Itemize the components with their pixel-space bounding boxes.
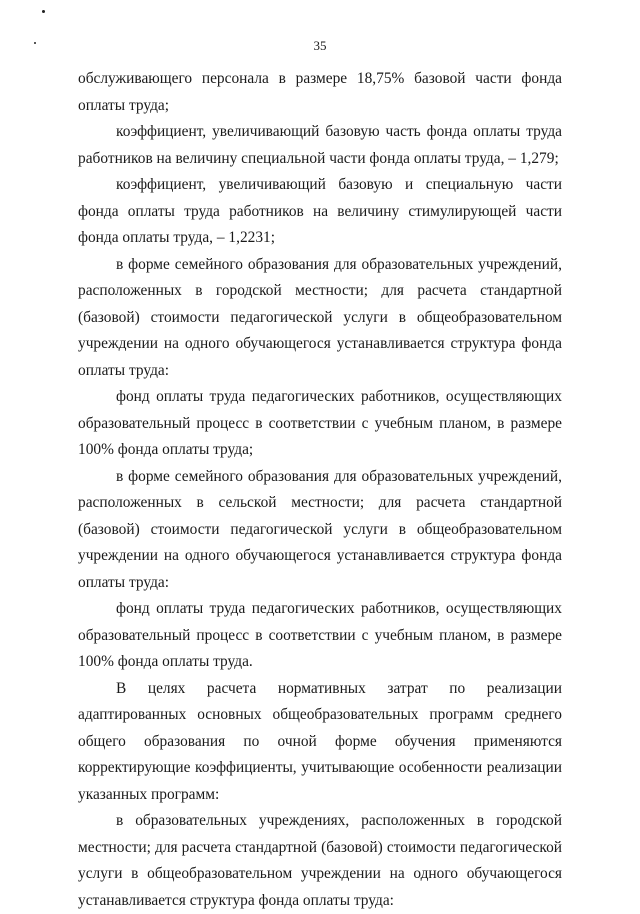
document-body bbox=[78, 66, 562, 914]
paragraph: в образовательных учреждениях, расположенных в городской местности; для расчета стандартной (базовой) стоимости педагогической услуги в общеобразовательном учреждении на одного обучающегося устанавливается структура фонда оплаты труда: bbox=[78, 812, 562, 909]
scan-speck bbox=[42, 10, 45, 13]
paragraph: в форме семейного образования для образовательных учреждений, расположенных в городской местности; для расчета стандартной (базовой) стоимости педагогической услуги в общеобразовательном учреждении на одного обучающегося устанавливается структура фонда оплаты труда: bbox=[78, 255, 562, 379]
paragraph: коэффициент, увеличивающий базовую и специальную части фонда оплаты труда работников на величину стимулирующей части фонда оплаты труда, – 1,2231; bbox=[78, 176, 562, 246]
paragraph: фонд оплаты труда педагогических работников, осуществляющих образовательный процесс в соответствии с учебным планом, в размере 100% фонда оплаты труда. bbox=[78, 600, 562, 670]
paragraph: в форме семейного образования для образовательных учреждений, расположенных в сельской местности; для расчета стандартной (базовой) стоимости педагогической услуги в общеобразовательном учреждении на одного обучающегося устанавливается структура фонда оплаты труда: bbox=[78, 467, 562, 591]
paragraph: коэффициент, увеличивающий базовую часть фонда оплаты труда работников на величину специальной части фонда оплаты труда, – 1,279; bbox=[78, 123, 562, 167]
paragraph: фонд оплаты труда педагогических работников, осуществляющих образовательный процесс в соответствии с учебным планом, в размере 100% фонда оплаты труда; bbox=[78, 388, 562, 458]
paragraph: В целях расчета нормативных затрат по реализации адаптированных основных общеобразовательных программ среднего общего образования по очной форме обучения применяются корректирующие коэффициенты, учитывающие особенности реализации указанных программ: bbox=[78, 679, 562, 803]
page-number: 35 bbox=[313, 38, 327, 53]
paragraph: обслуживающего персонала в размере 18,75% базовой части фонда оплаты труда; bbox=[78, 70, 562, 114]
